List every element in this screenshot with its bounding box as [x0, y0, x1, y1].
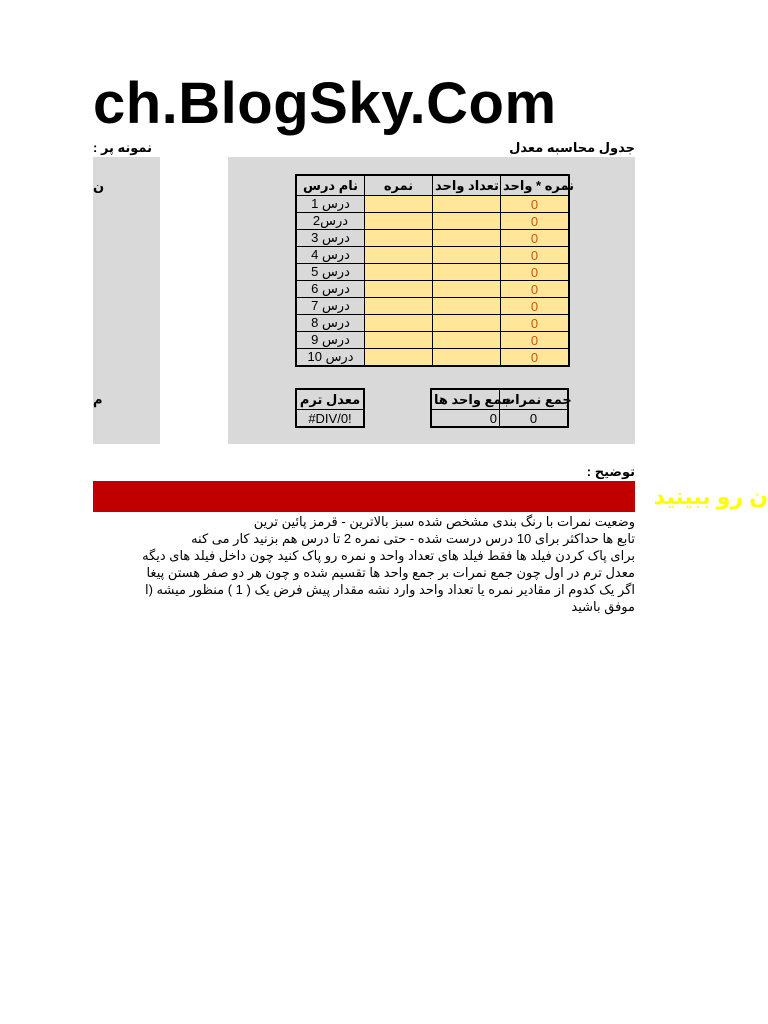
col-grade: نمره	[365, 176, 433, 196]
col-units: تعداد واحد	[433, 176, 501, 196]
product-cell: 0	[501, 315, 569, 332]
grade-table-header	[297, 176, 569, 196]
table-row	[297, 298, 569, 315]
site-title: ch.BlogSky.Com	[93, 71, 557, 136]
col-product: نمره * واحد	[501, 176, 569, 196]
units-input[interactable]	[433, 349, 501, 366]
grade-table	[296, 175, 575, 366]
grade-input[interactable]	[365, 264, 433, 281]
spreadsheet-page	[93, 0, 768, 1024]
units-input[interactable]	[433, 281, 501, 298]
product-cell: 0	[501, 247, 569, 264]
explanation-line: تابع ها حداکثر برای 10 درس درست شده - حتی نمره 2 تا درس هم بزنید کار می کنه	[191, 531, 635, 546]
product-cell: 0	[501, 349, 569, 366]
explanation-line: برای پاک کردن فیلد ها فقط فیلد های تعداد واحد و نمره رو پاک کنید چون داخل فیلد های دیگه	[142, 548, 635, 563]
units-input[interactable]	[433, 264, 501, 281]
sample-cut-text-1: ن	[93, 179, 105, 194]
table-row	[297, 349, 569, 366]
explanation-line: اگر یک کدوم از مقادیر نمره یا تعداد واحد وارد نشه مقدار پیش فرض یک ( 1 ) منظور میشه (ا	[144, 582, 635, 597]
course-name: درس 1	[297, 196, 365, 213]
grade-input[interactable]	[365, 281, 433, 298]
grade-input[interactable]	[365, 298, 433, 315]
course-name: درس 5	[297, 264, 365, 281]
grades-total-label: جمع نمرات	[500, 390, 568, 410]
explanation-label: توضیح :	[586, 464, 635, 479]
grade-input[interactable]	[365, 315, 433, 332]
units-total-label: جمع واحد ها	[432, 390, 500, 410]
units-input[interactable]	[433, 315, 501, 332]
explanation-line: وضعیت نمرات با رنگ بندی مشخص شده سبز بالاترین - قرمز پائین ترین	[253, 514, 635, 529]
col-course-name: نام درس	[297, 176, 365, 196]
table-row	[297, 281, 569, 298]
course-name: درس 9	[297, 332, 365, 349]
grade-input[interactable]	[365, 196, 433, 213]
gpa-box	[296, 389, 364, 427]
table-row	[297, 196, 569, 213]
product-cell: 0	[501, 332, 569, 349]
course-name: درس 4	[297, 247, 365, 264]
product-cell: 0	[501, 213, 569, 230]
grades-total-value: 0	[500, 410, 568, 427]
units-input[interactable]	[433, 247, 501, 264]
grade-input[interactable]	[365, 332, 433, 349]
sample-panel	[93, 157, 160, 444]
grade-input[interactable]	[365, 349, 433, 366]
grade-input[interactable]	[365, 230, 433, 247]
product-cell: 0	[501, 264, 569, 281]
grade-input[interactable]	[365, 247, 433, 264]
gpa-value: #DIV/0!	[297, 410, 364, 427]
table-row	[297, 332, 569, 349]
product-cell: 0	[501, 281, 569, 298]
units-total-value: 0	[432, 410, 500, 427]
table-row	[297, 315, 569, 332]
grade-input[interactable]	[365, 213, 433, 230]
course-name: درس 7	[297, 298, 365, 315]
course-name: درس 10	[297, 349, 365, 366]
units-input[interactable]	[433, 196, 501, 213]
product-cell: 0	[501, 230, 569, 247]
units-input[interactable]	[433, 230, 501, 247]
explanation-line: معدل ترم در اول چون جمع نمرات بر جمع واحد ها تقسیم شده و چون هر دو صفر هستن پیغا	[146, 565, 635, 580]
course-name: درس 6	[297, 281, 365, 298]
warning-banner-text: ن رو ببینید	[653, 484, 768, 509]
totals-box	[431, 389, 572, 427]
sample-label: نمونه پر :	[93, 140, 153, 155]
product-cell: 0	[501, 298, 569, 315]
gpa-label: معدل ترم	[297, 390, 364, 410]
table-row	[297, 264, 569, 281]
course-name: درس2	[297, 213, 365, 230]
product-cell: 0	[501, 196, 569, 213]
table-row	[297, 230, 569, 247]
table-row	[297, 213, 569, 230]
sample-cut-text-2: م	[93, 392, 103, 407]
course-name: درس 3	[297, 230, 365, 247]
warning-banner	[93, 481, 635, 512]
table-row	[297, 247, 569, 264]
explanation-line: موفق باشید	[571, 599, 635, 614]
units-input[interactable]	[433, 332, 501, 349]
units-input[interactable]	[433, 298, 501, 315]
table-title: جدول محاسبه معدل	[509, 140, 635, 155]
units-input[interactable]	[433, 213, 501, 230]
course-name: درس 8	[297, 315, 365, 332]
